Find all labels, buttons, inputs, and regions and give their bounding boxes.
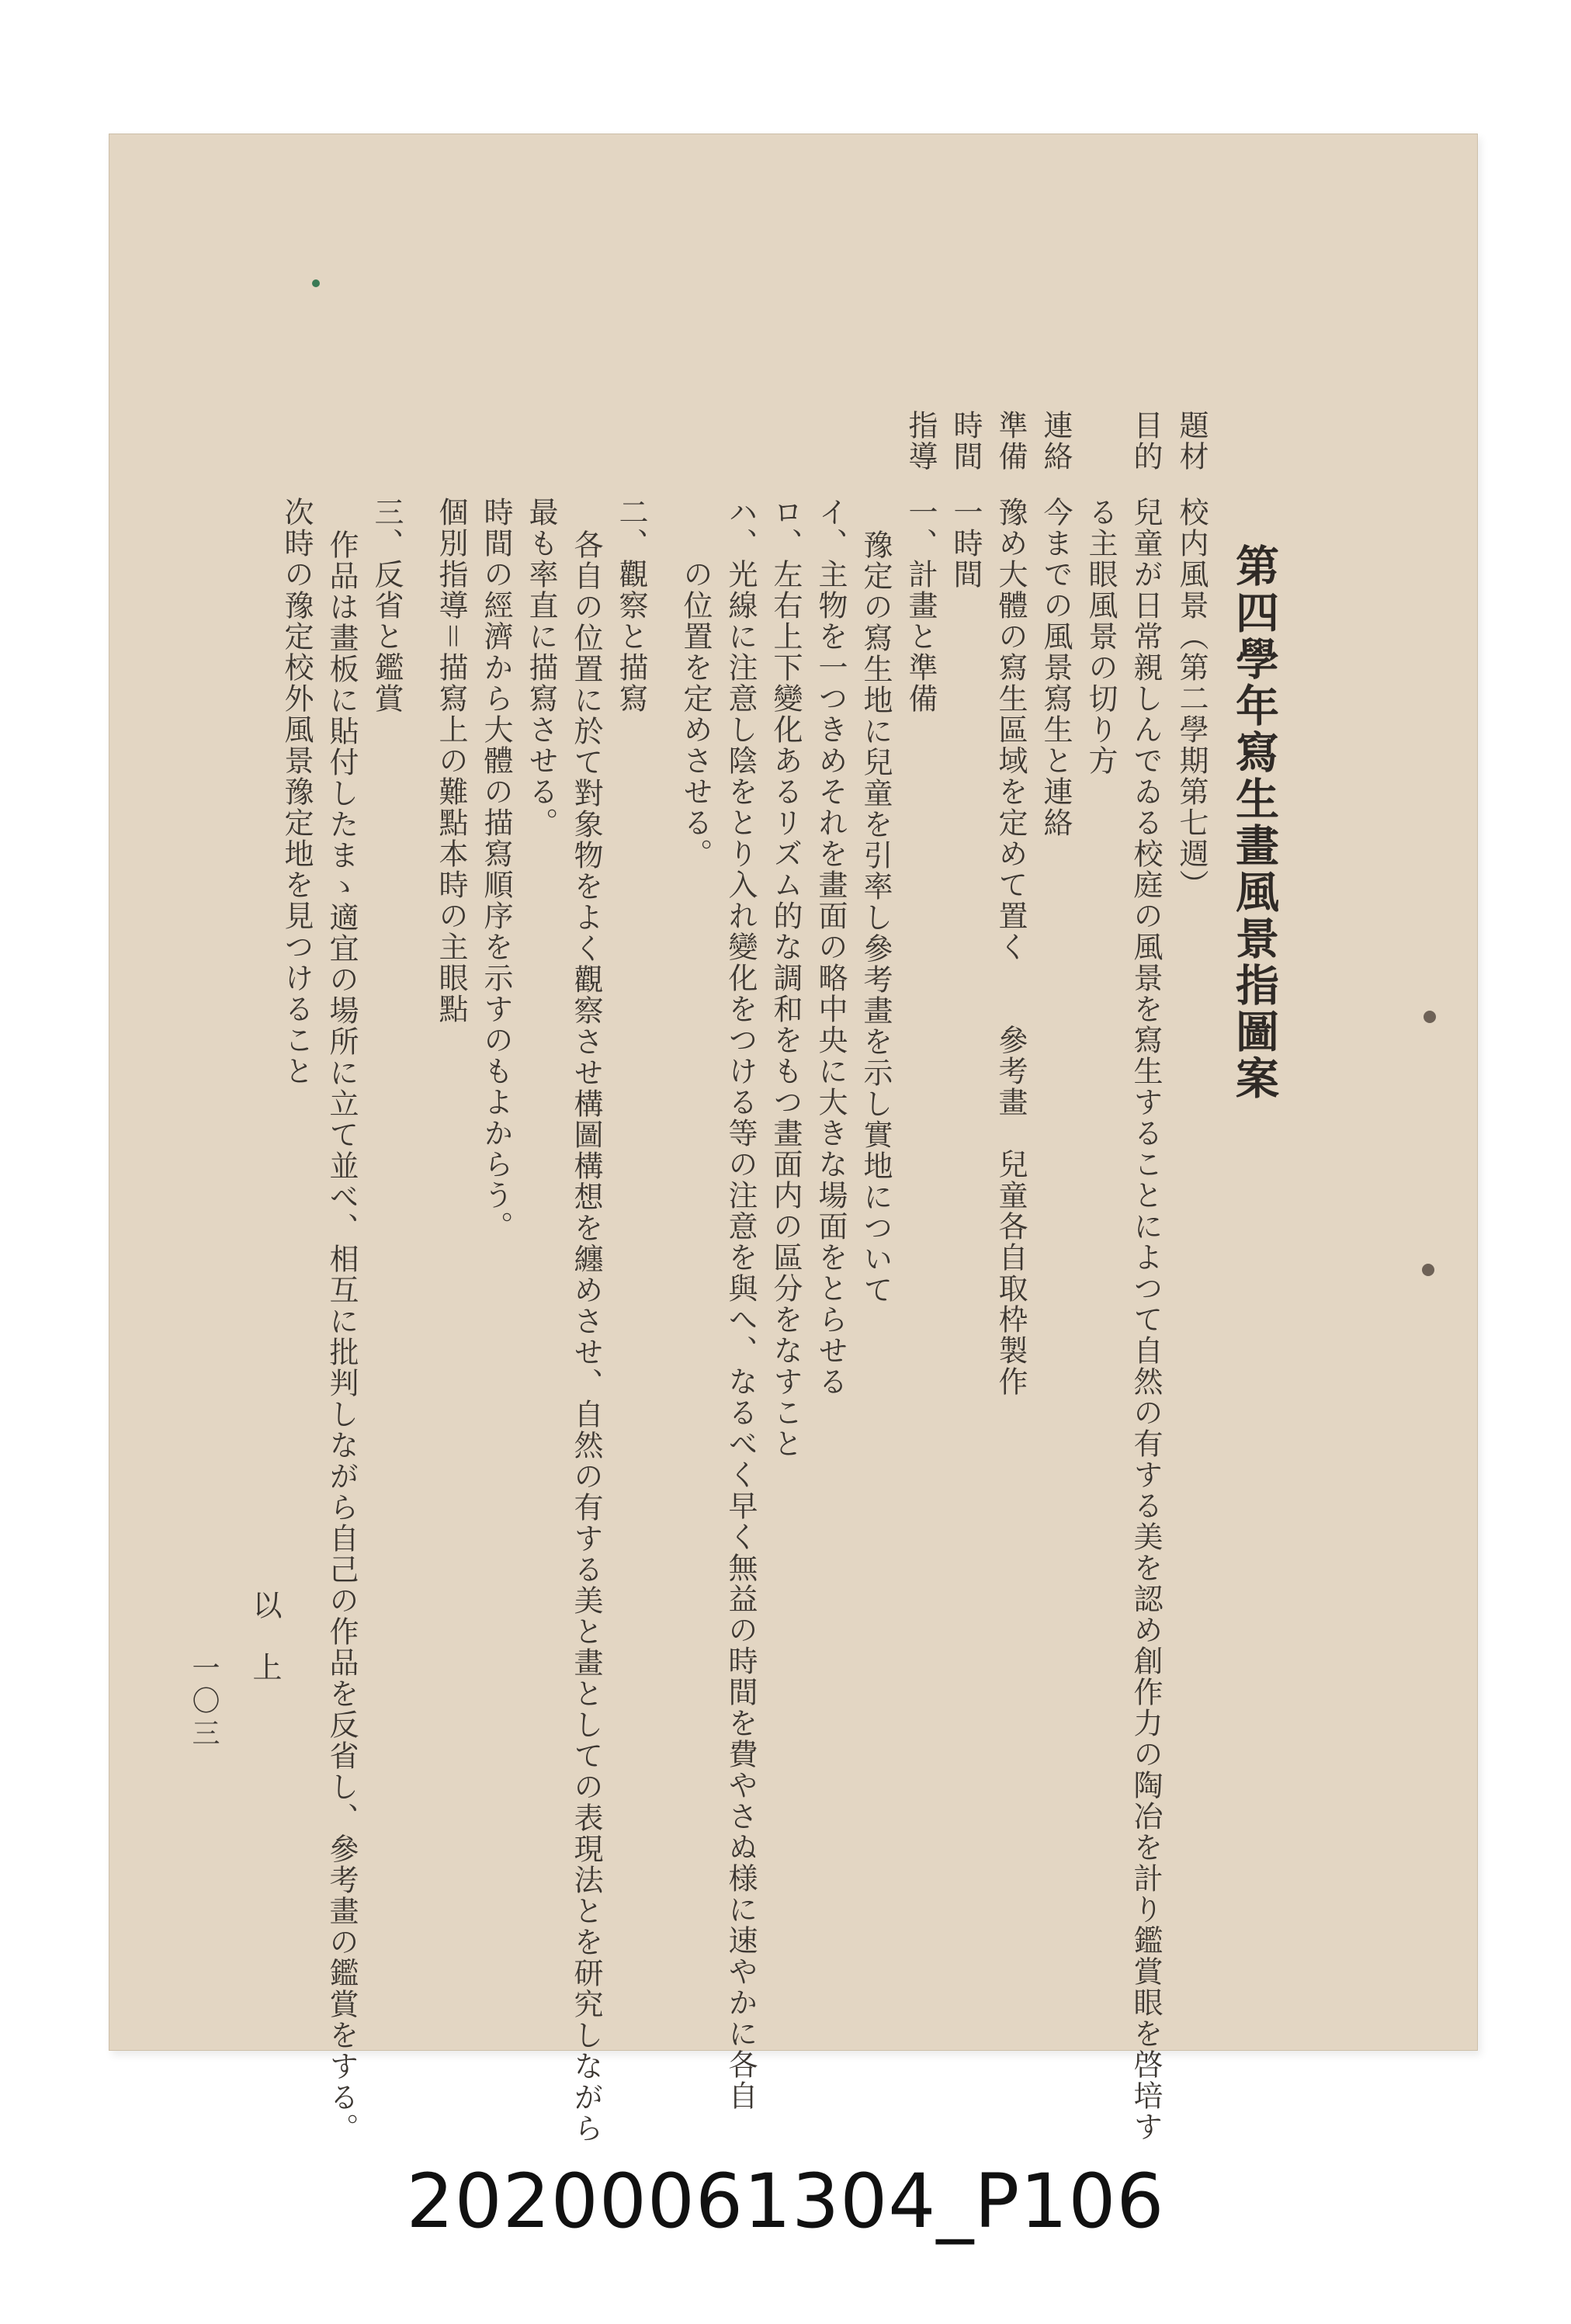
step-1-intro: 豫定の寫生地に兒童を引率し參考畫を示し實地について [858,529,893,1306]
label-purpose: 目的 [1129,410,1163,472]
ink-spot [312,279,320,287]
closing-mark: 以 上 [248,1590,282,1683]
binding-hole-lower [1422,1264,1434,1276]
step-2-text-cont: 最も率直に描寫させる。 [524,497,558,838]
time-text: 一時間 [948,497,983,590]
document-title: 第四學年寫生畫風景指圖案 [1229,543,1280,1102]
step-2-time-note: 時間の經濟から大體の描寫順序を示すのもよからう。 [479,497,513,1242]
connection-text: 今までの風景寫生と連絡 [1039,497,1073,838]
binding-hole-upper [1424,1011,1436,1023]
label-time: 時間 [948,410,983,472]
label-connection: 連絡 [1039,410,1073,472]
step-1-item-i: イ、主物を一つきめそれを畫面の略中央に大きな場面をとらせる [813,497,848,1397]
subject-text: 校内風景（第二學期第七週） [1174,497,1209,900]
step-3-text: 作品は畫板に貼付したまゝ適宜の場所に立て並べ、相互に批判しながら自己の作品を反省し、參考畫の鑑賞をする。 [324,529,359,2144]
label-subject: 題材 [1174,410,1209,472]
step-1-item-ha: ハ、光線に注意し陰をとり入れ變化をつける等の注意を與へ、なるべく早く無益の時間を費やさぬ様に速やかに各自 [723,497,758,2111]
step-1-item-ha-cont: の位置を定めさせる。 [678,559,713,869]
purpose-text: 兒童が日常親しんでゐる校庭の風景を寫生することによつて自然の有する美を認め創作力の陶冶を計り鑑賞眼を啓培す [1129,497,1163,2142]
archive-id-caption: 20200061304_P106 [406,2158,1165,2245]
step-2-individual-guidance: 個別指導＝描寫上の難點本時の主眼點 [434,497,468,1025]
page-number: 一〇三 [188,1653,220,1751]
step-2-heading: 二、觀察と描寫 [614,497,648,714]
step-2-text: 各自の位置に於て對象物をよく觀察させ構圖構想を纏めさせ、自然の有する美と畫としての表現法とを研究しながら [569,529,603,2144]
step-1-item-ro: ロ、左右上下變化あるリズム的な調和をもつ畫面内の區分をなすこと [768,497,803,1459]
label-preparation: 準備 [994,410,1028,472]
purpose-text-cont: る主眼風景の切り方 [1084,497,1118,776]
step-1-heading: 一、計畫と準備 [903,497,938,714]
preparation-text: 豫め大體の寫生區域を定めて置く 參考畫 兒童各自取枠製作 [994,497,1028,1397]
step-3-next: 次時の豫定校外風景豫定地を見つけること [279,497,314,1087]
step-3-heading: 三、反省と鑑賞 [369,497,404,714]
label-guidance: 指導 [903,410,938,472]
